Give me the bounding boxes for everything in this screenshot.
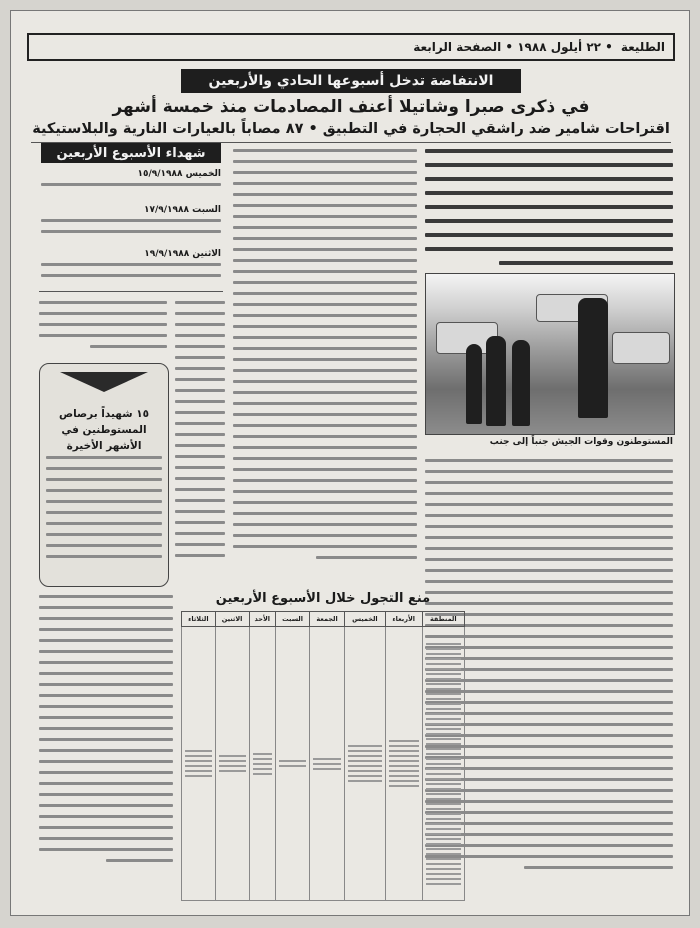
news-photo — [425, 273, 675, 435]
column-header: السبت — [276, 612, 310, 627]
article-kicker: الانتفاضة تدخل أسبوعها الحادي والأربعين — [181, 69, 521, 93]
martyrs-entry-date: الاثنين ١٩/٩/١٩٨٨ — [144, 249, 221, 259]
column-header: الثلاثاء — [182, 612, 216, 627]
issue-date-and-page: • ٢٢ أيلول ١٩٨٨ • الصفحة الرابعة — [413, 40, 613, 54]
page-header — [27, 33, 675, 61]
martyrs-entry-1 — [41, 169, 221, 179]
column-header: المنطقة — [422, 612, 464, 627]
curfew-table-header-row — [182, 612, 465, 627]
curfew-table-title: منع التجول خلال الأسبوع الأربعين — [215, 591, 431, 606]
column-header: الجمعة — [310, 612, 345, 627]
article-body-left-narrow — [175, 301, 225, 581]
martyrs-entry-date: الخميس ١٥/٩/١٩٨٨ — [137, 169, 221, 179]
paper-name: الطليعة — [620, 40, 665, 54]
triangle-ornament — [60, 372, 148, 392]
settler-shootings-headline: ١٥ شهيداً برصاص المستوطنين في الأشهر الأخيرة — [58, 408, 150, 452]
lead-paragraph — [425, 149, 673, 267]
column-header: الاثنين — [215, 612, 249, 627]
headline-secondary: اقتراحات شامير ضد راشقي الحجارة في التطبيق • ٨٧ مصاباً بالعيارات النارية والبلاستيكية — [32, 121, 670, 137]
martyrs-entry-3 — [41, 249, 221, 259]
column-header: الأحد — [249, 612, 276, 627]
column-header: الأربعاء — [385, 612, 422, 627]
article-body-left-bottom — [39, 595, 173, 905]
curfew-table — [181, 611, 465, 901]
martyrs-entry-2 — [41, 205, 221, 215]
article-body-middle — [233, 149, 417, 589]
table-row — [182, 627, 465, 901]
column-header: الخميس — [344, 612, 385, 627]
martyrs-box-title: شهداء الأسبوع الأربعين — [41, 143, 221, 163]
martyrs-entry-date: السبت ١٧/٩/١٩٨٨ — [144, 205, 221, 215]
headline-primary: في ذكرى صبرا وشاتيلا أعنف المصادمات منذ خمسة أشهر — [112, 97, 590, 117]
photo-caption: المستوطنون وقوات الجيش جنباً إلى جنب — [489, 437, 673, 447]
article-body-left-top — [39, 301, 167, 357]
settler-shootings-box — [39, 363, 169, 587]
newspaper-page — [10, 10, 690, 916]
